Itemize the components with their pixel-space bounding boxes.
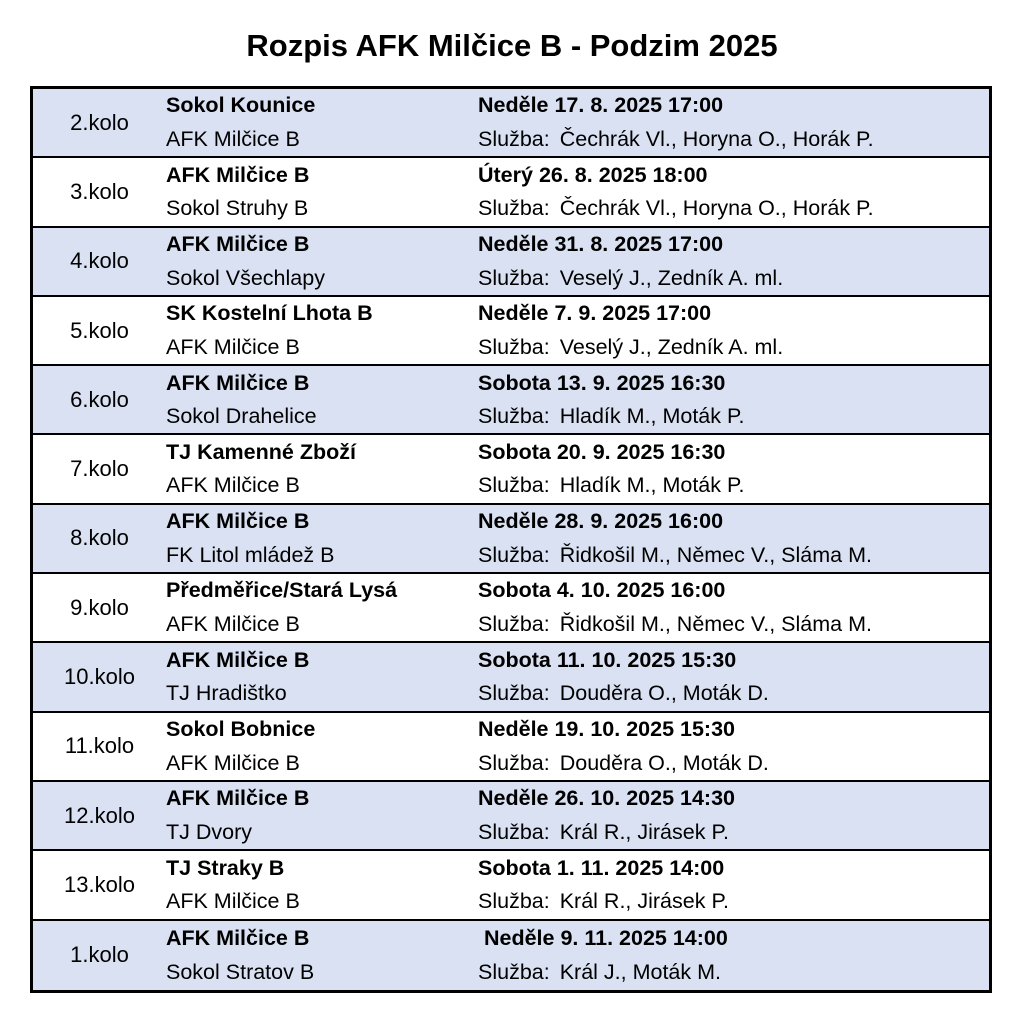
home-team: AFK Milčice B — [166, 786, 310, 811]
duty-names: Hladík M., Moták P. — [559, 404, 745, 429]
match-datetime: Neděle 28. 9. 2025 16:00 — [478, 509, 724, 534]
away-team: TJ Dvory — [166, 819, 252, 844]
table-row — [33, 89, 989, 158]
table-row — [33, 713, 989, 782]
duty-line — [478, 469, 989, 503]
match-info-cell — [478, 366, 989, 433]
table-row — [33, 366, 989, 435]
round-label: 6.kolo — [70, 386, 129, 412]
match-datetime: Sobota 4. 10. 2025 16:00 — [478, 578, 726, 603]
duty-label: Služba: — [478, 196, 550, 221]
match-datetime: Neděle 31. 8. 2025 17:00 — [478, 231, 724, 256]
duty-line — [478, 746, 989, 780]
home-team: AFK Milčice B — [166, 509, 310, 534]
round-label: 13.kolo — [64, 871, 135, 897]
home-team: AFK Milčice B — [166, 925, 310, 950]
round-label: 9.kolo — [70, 594, 129, 620]
duty-line — [478, 608, 989, 642]
home-team: TJ Kamenné Zboží — [166, 439, 356, 464]
away-team: AFK Milčice B — [166, 334, 300, 359]
round-label: 1.kolo — [70, 942, 129, 968]
teams-cell — [166, 297, 478, 364]
duty-line — [478, 331, 989, 365]
schedule-table — [30, 86, 992, 993]
teams-cell — [166, 574, 478, 641]
round-label: 5.kolo — [70, 317, 129, 343]
match-datetime: Sobota 11. 10. 2025 15:30 — [478, 647, 737, 672]
duty-label: Služba: — [478, 750, 550, 775]
home-team: AFK Milčice B — [166, 231, 310, 256]
match-info-cell — [478, 158, 989, 225]
table-row — [33, 574, 989, 643]
duty-label: Služba: — [478, 542, 550, 567]
match-info-cell — [478, 851, 989, 918]
away-team: Sokol Všechlapy — [166, 265, 325, 290]
duty-label: Služba: — [478, 404, 550, 429]
teams-cell — [166, 366, 478, 433]
match-info-cell — [478, 297, 989, 364]
home-team: Předměřice/Stará Lysá — [166, 578, 398, 603]
table-row — [33, 435, 989, 504]
duty-names: Hladík M., Moták P. — [559, 473, 745, 498]
round-label: 11.kolo — [64, 733, 135, 759]
teams-cell — [166, 89, 478, 156]
duty-line — [478, 123, 989, 157]
home-team: Sokol Bobnice — [166, 717, 316, 742]
duty-label: Služba: — [478, 681, 550, 706]
duty-label: Služba: — [478, 612, 550, 637]
away-team: Sokol Drahelice — [166, 404, 317, 429]
duty-label: Služba: — [478, 473, 550, 498]
match-info-cell — [478, 89, 989, 156]
table-row — [33, 158, 989, 227]
table-row — [33, 297, 989, 366]
teams-cell — [166, 158, 478, 225]
duty-line — [478, 538, 989, 572]
away-team: FK Litol mládež B — [166, 542, 335, 567]
away-team: AFK Milčice B — [166, 750, 300, 775]
home-team: Sokol Kounice — [166, 93, 316, 118]
home-team: TJ Straky B — [166, 855, 285, 880]
duty-names: Douděra O., Moták D. — [559, 750, 769, 775]
duty-line — [478, 885, 989, 919]
match-info-cell — [478, 921, 989, 990]
away-team: Sokol Struhy B — [166, 196, 309, 221]
table-row — [33, 851, 989, 920]
teams-cell — [166, 228, 478, 295]
duty-line — [478, 816, 989, 850]
teams-cell — [166, 643, 478, 710]
duty-names: Král J., Moták M. — [559, 959, 722, 984]
duty-label: Služba: — [478, 819, 550, 844]
match-datetime: Sobota 1. 11. 2025 14:00 — [478, 855, 725, 880]
home-team: SK Kostelní Lhota B — [166, 301, 373, 326]
match-datetime: Sobota 13. 9. 2025 16:30 — [478, 370, 726, 395]
home-team: AFK Milčice B — [166, 162, 310, 187]
duty-names: Řidkošil M., Němec V., Sláma M. — [559, 612, 872, 637]
match-datetime: Neděle 7. 9. 2025 17:00 — [478, 301, 712, 326]
table-row — [33, 782, 989, 851]
round-label: 10.kolo — [64, 664, 135, 690]
duty-names: Řidkošil M., Němec V., Sláma M. — [559, 542, 872, 567]
duty-names: Král R., Jirásek P. — [559, 819, 729, 844]
duty-label: Služba: — [478, 334, 550, 359]
teams-cell — [166, 921, 478, 990]
round-label: 2.kolo — [70, 109, 129, 135]
page-title: Rozpis AFK Milčice B - Podzim 2025 — [246, 28, 778, 63]
table-row — [33, 505, 989, 574]
duty-label: Služba: — [478, 265, 550, 290]
table-row — [33, 643, 989, 712]
duty-names: Douděra O., Moták D. — [559, 681, 769, 706]
teams-cell — [166, 505, 478, 572]
match-datetime: Neděle 26. 10. 2025 14:30 — [478, 786, 735, 811]
duty-line — [478, 400, 989, 434]
match-datetime: Neděle 19. 10. 2025 15:30 — [478, 717, 735, 742]
match-datetime: Sobota 20. 9. 2025 16:30 — [478, 439, 726, 464]
teams-cell — [166, 782, 478, 849]
round-label: 8.kolo — [70, 525, 129, 551]
match-info-cell — [478, 574, 989, 641]
match-info-cell — [478, 643, 989, 710]
round-label: 7.kolo — [70, 456, 129, 482]
table-row — [33, 921, 989, 990]
round-label: 4.kolo — [70, 248, 129, 274]
duty-label: Služba: — [478, 959, 550, 984]
match-info-cell — [478, 435, 989, 502]
match-info-cell — [478, 228, 989, 295]
match-info-cell — [478, 782, 989, 849]
away-team: AFK Milčice B — [166, 889, 300, 914]
duty-names: Čechrák Vl., Horyna O., Horák P. — [559, 196, 874, 221]
away-team: AFK Milčice B — [166, 612, 300, 637]
match-info-cell — [478, 713, 989, 780]
round-label: 12.kolo — [64, 802, 135, 828]
duty-names: Čechrák Vl., Horyna O., Horák P. — [559, 126, 874, 151]
duty-line — [478, 677, 989, 711]
duty-line — [478, 955, 989, 989]
away-team: Sokol Stratov B — [166, 959, 315, 984]
duty-names: Veselý J., Zedník A. ml. — [559, 334, 784, 359]
duty-names: Král R., Jirásek P. — [559, 889, 729, 914]
match-datetime: Úterý 26. 8. 2025 18:00 — [478, 162, 708, 187]
teams-cell — [166, 713, 478, 780]
match-datetime: Neděle 9. 11. 2025 14:00 — [478, 925, 728, 950]
duty-label: Služba: — [478, 889, 550, 914]
away-team: TJ Hradištko — [166, 681, 287, 706]
teams-cell — [166, 851, 478, 918]
match-info-cell — [478, 505, 989, 572]
home-team: AFK Milčice B — [166, 647, 310, 672]
round-label: 3.kolo — [70, 178, 129, 204]
away-team: AFK Milčice B — [166, 473, 300, 498]
table-row — [33, 228, 989, 297]
match-datetime: Neděle 17. 8. 2025 17:00 — [478, 93, 724, 118]
duty-line — [478, 261, 989, 295]
duty-names: Veselý J., Zedník A. ml. — [559, 265, 784, 290]
duty-line — [478, 192, 989, 226]
away-team: AFK Milčice B — [166, 126, 300, 151]
teams-cell — [166, 435, 478, 502]
duty-label: Služba: — [478, 126, 550, 151]
home-team: AFK Milčice B — [166, 370, 310, 395]
